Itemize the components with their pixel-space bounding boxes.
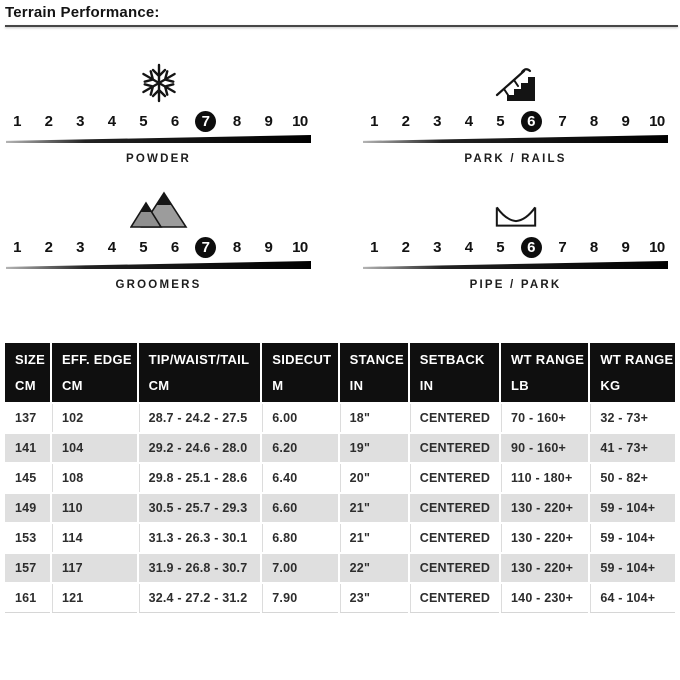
- size-spec-table: [3, 341, 677, 615]
- rating-value-selected: 6: [521, 237, 542, 258]
- rating-scale: [6, 236, 311, 258]
- rating-tick: 4: [107, 238, 116, 256]
- rating-wedge-bar: [6, 135, 311, 143]
- rating-tick: 7: [558, 112, 567, 130]
- rating-tick: 3: [433, 112, 442, 130]
- spec-cell: 145: [5, 464, 50, 492]
- scale-powder: [6, 61, 311, 165]
- spec-row: [5, 404, 675, 432]
- rating-tick: 9: [264, 238, 273, 256]
- spec-cell: 29.2 - 24.6 - 28.0: [139, 434, 261, 462]
- spec-cell: 110 - 180+: [501, 464, 588, 492]
- rating-tick: 3: [76, 238, 85, 256]
- spec-cell: 59 - 104+: [590, 494, 675, 522]
- rating-tick: 3: [433, 238, 442, 256]
- spec-cell: 21": [340, 494, 408, 522]
- rating-value-selected: 7: [195, 111, 216, 132]
- rating-tick: 5: [139, 238, 148, 256]
- spec-cell: 157: [5, 554, 50, 582]
- scale-label: POWDER: [126, 153, 191, 165]
- spec-cell: 6.00: [262, 404, 337, 432]
- rating-tick: 10: [292, 238, 308, 256]
- spec-cell: CENTERED: [410, 434, 499, 462]
- stairs-rail-icon: [363, 61, 668, 103]
- column-header: SIZE CM: [5, 343, 50, 402]
- rating-tick: 8: [232, 238, 241, 256]
- spec-cell: 110: [52, 494, 137, 522]
- spec-cell: 7.00: [262, 554, 337, 582]
- spec-cell: 117: [52, 554, 137, 582]
- column-header: EFF. EDGE CM: [52, 343, 137, 402]
- rating-tick: 2: [44, 238, 53, 256]
- rating-tick: 2: [401, 238, 410, 256]
- spec-cell: 6.60: [262, 494, 337, 522]
- spec-cell: CENTERED: [410, 584, 499, 613]
- rating-tick: 1: [13, 112, 21, 130]
- spec-cell: 70 - 160+: [501, 404, 588, 432]
- spec-row: [5, 524, 675, 552]
- rating-tick: 3: [76, 112, 85, 130]
- spec-cell: CENTERED: [410, 554, 499, 582]
- spec-cell: 141: [5, 434, 50, 462]
- halfpipe-icon: [363, 187, 668, 229]
- rating-tick: 6: [170, 112, 179, 130]
- scale-label: GROOMERS: [115, 279, 202, 291]
- spec-cell: 59 - 104+: [590, 554, 675, 582]
- scale-pipe-park: [363, 187, 668, 291]
- column-header: WT RANGE KG: [590, 343, 675, 402]
- spec-cell: 161: [5, 584, 50, 613]
- rating-tick: 4: [464, 112, 473, 130]
- rating-tick: 2: [44, 112, 53, 130]
- spec-cell: 21": [340, 524, 408, 552]
- mountains-icon: [6, 187, 311, 229]
- rating-scale: [6, 110, 311, 132]
- spec-row: [5, 434, 675, 462]
- rating-tick: 5: [496, 238, 505, 256]
- rating-tick: 9: [621, 238, 630, 256]
- spec-cell: 19": [340, 434, 408, 462]
- spec-cell: 31.3 - 26.3 - 30.1: [139, 524, 261, 552]
- spec-cell: 137: [5, 404, 50, 432]
- spec-cell: 6.80: [262, 524, 337, 552]
- rating-tick: 10: [292, 112, 308, 130]
- spec-cell: 149: [5, 494, 50, 522]
- spec-cell: 90 - 160+: [501, 434, 588, 462]
- spec-cell: 130 - 220+: [501, 554, 588, 582]
- rating-tick: 10: [649, 238, 665, 256]
- spec-cell: 31.9 - 26.8 - 30.7: [139, 554, 261, 582]
- spec-cell: 64 - 104+: [590, 584, 675, 613]
- spec-row: [5, 464, 675, 492]
- rating-wedge-bar: [363, 135, 668, 143]
- rating-tick: 5: [496, 112, 505, 130]
- spec-cell: 7.90: [262, 584, 337, 613]
- spec-cell: 130 - 220+: [501, 524, 588, 552]
- terrain-scales: [6, 61, 668, 291]
- rating-tick: 2: [401, 112, 410, 130]
- rating-tick: 7: [558, 238, 567, 256]
- column-header: SIDECUT M: [262, 343, 337, 402]
- rating-tick: 8: [232, 112, 241, 130]
- rating-tick: 8: [589, 112, 598, 130]
- spec-cell: 28.7 - 24.2 - 27.5: [139, 404, 261, 432]
- rating-tick: 4: [464, 238, 473, 256]
- rating-tick: 1: [13, 238, 21, 256]
- scale-groomers: [6, 187, 311, 291]
- spec-cell: 20": [340, 464, 408, 492]
- spec-cell: 30.5 - 25.7 - 29.3: [139, 494, 261, 522]
- column-header: TIP/WAIST/TAIL CM: [139, 343, 261, 402]
- rating-wedge-bar: [363, 261, 668, 269]
- spec-row: [5, 494, 675, 522]
- rating-tick: 1: [370, 238, 378, 256]
- spec-cell: 121: [52, 584, 137, 613]
- spec-row: [5, 584, 675, 613]
- column-header: WT RANGE LB: [501, 343, 588, 402]
- spec-cell: 29.8 - 25.1 - 28.6: [139, 464, 261, 492]
- rating-tick: 1: [370, 112, 378, 130]
- spec-cell: 102: [52, 404, 137, 432]
- spec-cell: 6.40: [262, 464, 337, 492]
- spec-cell: 108: [52, 464, 137, 492]
- spec-cell: 59 - 104+: [590, 524, 675, 552]
- header-divider: [5, 25, 678, 27]
- rating-tick: 5: [139, 112, 148, 130]
- rating-tick: 9: [621, 112, 630, 130]
- rating-value-selected: 7: [195, 237, 216, 258]
- rating-value-selected: 6: [521, 111, 542, 132]
- spec-cell: 104: [52, 434, 137, 462]
- rating-tick: 4: [107, 112, 116, 130]
- spec-cell: 140 - 230+: [501, 584, 588, 613]
- spec-row: [5, 554, 675, 582]
- scale-label: PARK / RAILS: [464, 153, 567, 165]
- spec-cell: 23": [340, 584, 408, 613]
- spec-cell: CENTERED: [410, 494, 499, 522]
- spec-cell: 18": [340, 404, 408, 432]
- rating-tick: 9: [264, 112, 273, 130]
- spec-cell: 114: [52, 524, 137, 552]
- spec-cell: 6.20: [262, 434, 337, 462]
- spec-cell: CENTERED: [410, 404, 499, 432]
- rating-tick: 10: [649, 112, 665, 130]
- scale-park-rails: [363, 61, 668, 165]
- rating-scale: [363, 110, 668, 132]
- spec-cell: CENTERED: [410, 464, 499, 492]
- scale-label: PIPE / PARK: [469, 279, 562, 291]
- column-header: STANCE IN: [340, 343, 408, 402]
- column-header: SETBACK IN: [410, 343, 499, 402]
- spec-cell: CENTERED: [410, 524, 499, 552]
- spec-cell: 32.4 - 27.2 - 31.2: [139, 584, 261, 613]
- page-title: Terrain Performance:: [5, 4, 160, 21]
- rating-tick: 8: [589, 238, 598, 256]
- rating-scale: [363, 236, 668, 258]
- spec-cell: 50 - 82+: [590, 464, 675, 492]
- spec-cell: 22": [340, 554, 408, 582]
- rating-wedge-bar: [6, 261, 311, 269]
- spec-cell: 41 - 73+: [590, 434, 675, 462]
- spec-table-header-row: [5, 343, 675, 402]
- rating-tick: 6: [170, 238, 179, 256]
- snowflake-icon: [6, 61, 311, 103]
- spec-cell: 153: [5, 524, 50, 552]
- terrain-performance-header: [0, 0, 680, 27]
- spec-cell: 130 - 220+: [501, 494, 588, 522]
- spec-cell: 32 - 73+: [590, 404, 675, 432]
